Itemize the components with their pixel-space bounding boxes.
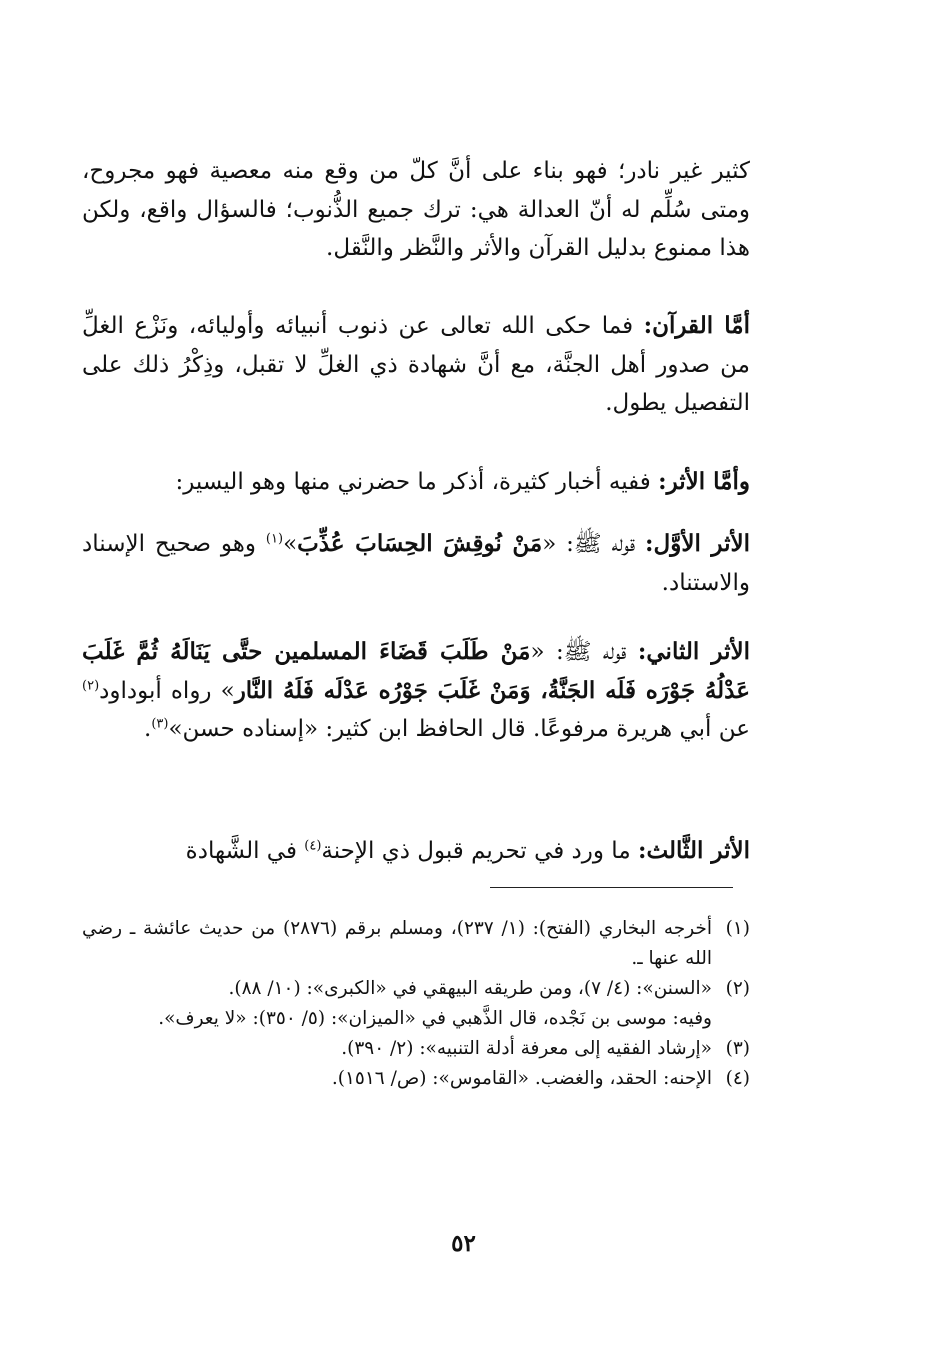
heading-quran: أمَّا القرآن: (643, 312, 750, 339)
footnote-ref-4[interactable]: (٤) (304, 838, 322, 854)
footnote-number: (١) (725, 918, 750, 939)
footnote-item (82, 1064, 750, 1094)
second-hadith-close: » رواه أبوداود (99, 677, 235, 704)
paragraph-second-athar (82, 633, 750, 749)
paragraph-third-athar-text (82, 832, 750, 871)
footnote-text: الإحنه: الحقد، والغضب. «القاموس»: (ص/ ١٥١٦). (331, 1068, 712, 1089)
footnote-text: وفيه: موسى بن نَجْده، قال الذَّهبي في «الميزان»: (٥/ ٣٥٠): «لا يعرف». (158, 1008, 712, 1029)
footnote-number (712, 1004, 750, 1034)
athar-body: ففيه أخبار كثيرة، أذكر ما حضرني منها وهو اليسير: (175, 469, 659, 495)
footnote-item (82, 914, 750, 974)
paragraph-quran (82, 307, 750, 423)
first-hadith-close: » (283, 531, 298, 557)
footnote-ref-2[interactable]: (٢) (82, 677, 100, 693)
paragraph-1-text: كثير غير نادر؛ فهو بناء على أنَّ كلّ من وقع منه معصية فهو مجروح، ومتى سُلِّم له أنّ العدالة هي: ترك جميع الذُّنوب؛ فالسؤال واقع، ولكن هذا ممنوع بدليل القرآن والأثر والنَّظر والنَّقل. (82, 158, 750, 261)
footnote-item (82, 1004, 750, 1034)
first-athar-intro: قوله ﷺ: « (542, 531, 646, 557)
second-athar-intro: قوله ﷺ: « (530, 639, 638, 665)
paragraph-second-athar-text (82, 633, 750, 749)
footnote-text: أخرجه البخاري (الفتح): (١/ ٢٣٧)، ومسلم برقم (٢٨٧٦) من حديث عائشة ـ رضي الله عنها ـ. (82, 918, 712, 969)
first-hadith: مَنْ نُوقِشَ الحِسَابَ عُذِّبَ (297, 530, 543, 557)
heading-athar: وأمَّا الأثر: (658, 468, 750, 495)
footnote-number: (٤) (725, 1068, 750, 1089)
footnote-number: (٢) (725, 978, 750, 999)
footnote-divider (490, 887, 733, 888)
second-athar-end: . (144, 716, 152, 742)
quran-body: فما حكى الله تعالى عن ذنوب أنبيائه وأوليائه، ونَزْع الغلِّ من صدور أهل الجنَّة، مع أنَّ شهادة ذي الغلِّ لا تقبل، وذِكْرُ ذلك على التفصيل يطول. (82, 313, 750, 416)
paragraph-athar-text (82, 463, 750, 502)
paragraph-1 (82, 152, 750, 268)
paragraph-first-athar-text (82, 525, 750, 602)
footnote-ref-3[interactable]: (٣) (151, 716, 169, 732)
second-hadith: مَنْ طَلَبَ قَضَاءَ المسلمين حتَّى يَنَالَهُ ثُمَّ غَلَبَ عَدْلُهُ جَوْرَه فَلَه الجَنَّةُ، وَمَنْ غَلَبَ جَوْرُه عَدْلَه فَلَهُ النَّار (82, 638, 750, 704)
second-athar-mid: عن أبي هريرة مرفوعًا. قال الحافظ ابن كثير: «إسناده حسن» (168, 716, 750, 742)
heading-second-athar: الأثر الثاني: (637, 638, 751, 665)
third-athar-body: ما ورد في تحريم قبول ذي الإحنة (321, 838, 638, 864)
page-number: ٥٢ (451, 1230, 476, 1257)
footnote-item (82, 1034, 750, 1064)
paragraph-third-athar (82, 832, 750, 871)
third-athar-end: في الشَّهادة (185, 838, 305, 864)
heading-third-athar: الأثر الثَّالث: (637, 837, 750, 864)
footnote-text: «السنن»: (٤/ ٧)، ومن طريقه البيهقي في «الكبرى»: (١٠/ ٨٨). (228, 978, 712, 999)
heading-first-athar: الأثر الأوَّل: (645, 530, 751, 557)
paragraph-athar (82, 463, 750, 502)
footnote-number: (٣) (725, 1038, 750, 1059)
footnote-ref-1[interactable]: (١) (265, 531, 284, 547)
footnote-text: «إرشاد الفقيه إلى معرفة أدلة التنبيه»: (٢/ ٣٩٠). (341, 1038, 712, 1059)
paragraph-quran-text (82, 307, 750, 423)
footnotes (82, 914, 750, 1094)
first-athar-end: وهو صحيح الإسناد والاستناد. (82, 531, 750, 596)
footnote-item (82, 974, 750, 1004)
paragraph-first-athar (82, 525, 750, 602)
